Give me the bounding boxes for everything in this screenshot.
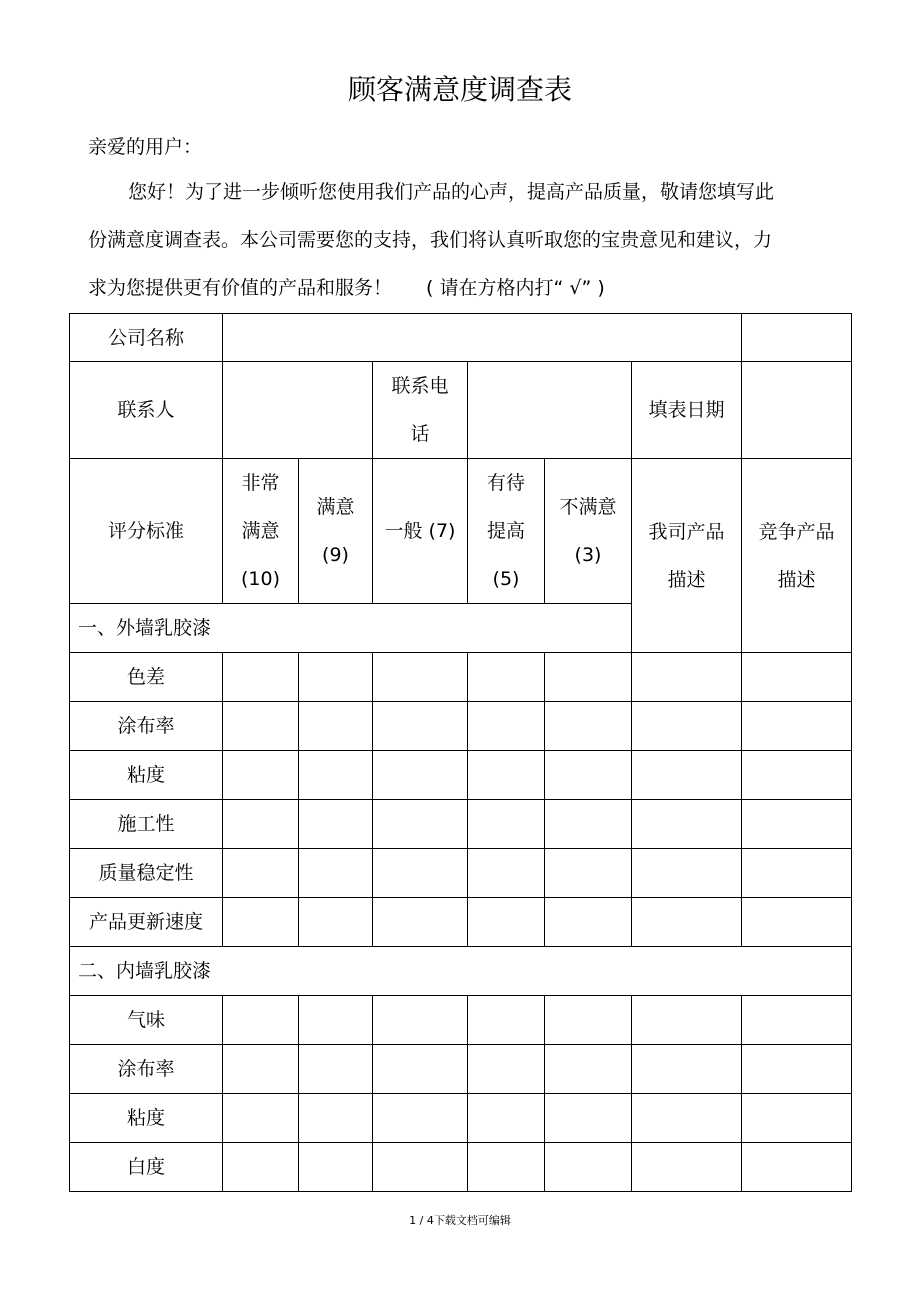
rating-cell[interactable] [545,1094,632,1143]
criteria-label: 评分标准 [70,459,223,604]
survey-table [69,313,852,1192]
rating-cell[interactable] [742,996,852,1045]
item-label: 产品更新速度 [70,898,223,947]
rating-cell[interactable] [373,1143,468,1192]
satisfied-line1: 满意 [316,496,355,518]
contact-phone-field[interactable] [468,362,632,459]
very-satisfied-line2: 满意 [241,520,280,542]
rating-cell[interactable] [299,996,373,1045]
item-label: 涂布率 [70,1045,223,1094]
improve-line1: 有待 [486,472,525,494]
rating-cell[interactable] [742,702,852,751]
rating-cell[interactable] [223,1143,299,1192]
rating-cell[interactable] [632,653,742,702]
rating-cell[interactable] [373,751,468,800]
rating-cell[interactable] [632,1143,742,1192]
contact-person-label: 联系人 [70,362,223,459]
rating-cell[interactable] [632,702,742,751]
unsatisfied-header [545,459,632,604]
table-row [70,702,852,751]
rating-cell[interactable] [299,653,373,702]
table-row [70,751,852,800]
company-extra-field[interactable] [742,314,852,362]
item-label: 气味 [70,996,223,1045]
rating-cell[interactable] [223,800,299,849]
greeting: 亲爱的用户： [88,136,203,158]
fill-date-label: 填表日期 [632,362,742,459]
rating-cell[interactable] [742,653,852,702]
improve-line2: 提高 [486,520,525,542]
rating-cell[interactable] [632,1045,742,1094]
rating-cell[interactable] [223,702,299,751]
section1-items [70,653,852,947]
rating-cell[interactable] [223,751,299,800]
rating-cell[interactable] [373,1045,468,1094]
contact-row [70,362,852,459]
unsatisfied-line2: (3) [574,544,602,566]
section2-title: 二、内墙乳胶漆 [70,947,852,996]
rating-cell[interactable] [373,702,468,751]
rating-cell[interactable] [223,653,299,702]
rating-cell[interactable] [545,653,632,702]
item-label: 色差 [70,653,223,702]
item-label: 白度 [70,1143,223,1192]
contact-phone-label [373,362,468,459]
rating-cell[interactable] [632,751,742,800]
rating-cell[interactable] [299,751,373,800]
rating-cell[interactable] [545,1045,632,1094]
rating-cell[interactable] [373,898,468,947]
rating-cell[interactable] [373,800,468,849]
rating-cell[interactable] [468,1094,545,1143]
table-row [70,1045,852,1094]
rating-cell[interactable] [632,898,742,947]
rating-cell[interactable] [742,1045,852,1094]
our-product-header [632,459,742,653]
rating-cell[interactable] [742,898,852,947]
rating-cell[interactable] [468,898,545,947]
rating-cell[interactable] [468,1143,545,1192]
fill-date-field[interactable] [742,362,852,459]
rating-cell[interactable] [223,1045,299,1094]
section2-items [70,996,852,1192]
item-label: 质量稳定性 [70,849,223,898]
table-row [70,653,852,702]
table-row [70,1143,852,1192]
rating-cell[interactable] [468,800,545,849]
rating-cell[interactable] [299,800,373,849]
page-title: 顾客满意度调查表 [347,73,572,106]
table-row [70,800,852,849]
rating-cell[interactable] [742,751,852,800]
rating-cell[interactable] [468,996,545,1045]
instruction-text: ( 请在方格内打“ √” ) [426,277,605,299]
rating-cell[interactable] [468,1045,545,1094]
rating-cell[interactable] [223,1094,299,1143]
improve-line3: (5) [492,568,520,590]
very-satisfied-header [223,459,299,604]
rating-cell[interactable] [223,849,299,898]
rating-cell[interactable] [545,898,632,947]
item-label: 施工性 [70,800,223,849]
rating-cell[interactable] [545,996,632,1045]
very-satisfied-line1: 非常 [241,472,280,494]
rating-cell[interactable] [742,800,852,849]
average-header: 一般 (7) [373,459,468,604]
contact-person-field[interactable] [223,362,373,459]
rating-cell[interactable] [545,800,632,849]
section1-title: 一、外墙乳胶漆 [70,604,632,653]
table-row [70,996,852,1045]
contact-phone-label-line1: 联系电 [391,375,449,397]
satisfied-line2: (9) [322,544,349,566]
rating-cell[interactable] [373,996,468,1045]
rating-cell[interactable] [468,751,545,800]
rating-cell[interactable] [742,1094,852,1143]
rating-cell[interactable] [299,1094,373,1143]
rating-cell[interactable] [632,996,742,1045]
page-footer: 1 / 4下载文档可编辑 [409,1214,511,1227]
criteria-row [70,459,852,604]
satisfied-header [299,459,373,604]
competitor-line2: 描述 [777,568,816,591]
item-label: 粘度 [70,751,223,800]
our-product-line1: 我司产品 [648,520,725,543]
unsatisfied-line1: 不满意 [559,496,617,518]
rating-cell[interactable] [468,702,545,751]
rating-cell[interactable] [632,800,742,849]
contact-phone-label-line2: 话 [410,423,430,445]
table-row [70,1094,852,1143]
rating-cell[interactable] [468,653,545,702]
company-row [70,314,852,362]
intro-paragraph [88,168,788,312]
rating-cell[interactable] [299,849,373,898]
company-name-label: 公司名称 [70,314,223,362]
very-satisfied-line3: (10) [240,568,280,590]
table-row [70,898,852,947]
competitor-header [742,459,852,653]
rating-cell[interactable] [299,1045,373,1094]
rating-cell[interactable] [468,849,545,898]
rating-cell[interactable] [742,1143,852,1192]
rating-cell[interactable] [299,1143,373,1192]
rating-cell[interactable] [545,751,632,800]
our-product-line2: 描述 [667,568,706,591]
rating-cell[interactable] [373,1094,468,1143]
rating-cell[interactable] [373,653,468,702]
rating-cell[interactable] [299,702,373,751]
rating-cell[interactable] [545,702,632,751]
rating-cell[interactable] [373,849,468,898]
item-label: 粘度 [70,1094,223,1143]
table-row [70,849,852,898]
item-label: 涂布率 [70,702,223,751]
rating-cell[interactable] [632,1094,742,1143]
competitor-line1: 竞争产品 [758,520,835,543]
improve-header [468,459,545,604]
rating-cell[interactable] [632,849,742,898]
rating-cell[interactable] [223,898,299,947]
company-name-field[interactable] [223,314,742,362]
intro-text: 您好！为了进一步倾听您使用我们产品的心声，提高产品质量，敬请您填写此份满意度调查表。本公司需要您的支持，我们将认真听取您的宝贵意见和建议，力求为您提供更有价值的产品和服务！ [88,181,775,299]
rating-cell[interactable] [223,996,299,1045]
section2-row [70,947,852,996]
rating-cell[interactable] [545,849,632,898]
rating-cell[interactable] [299,898,373,947]
rating-cell[interactable] [545,1143,632,1192]
rating-cell[interactable] [742,849,852,898]
